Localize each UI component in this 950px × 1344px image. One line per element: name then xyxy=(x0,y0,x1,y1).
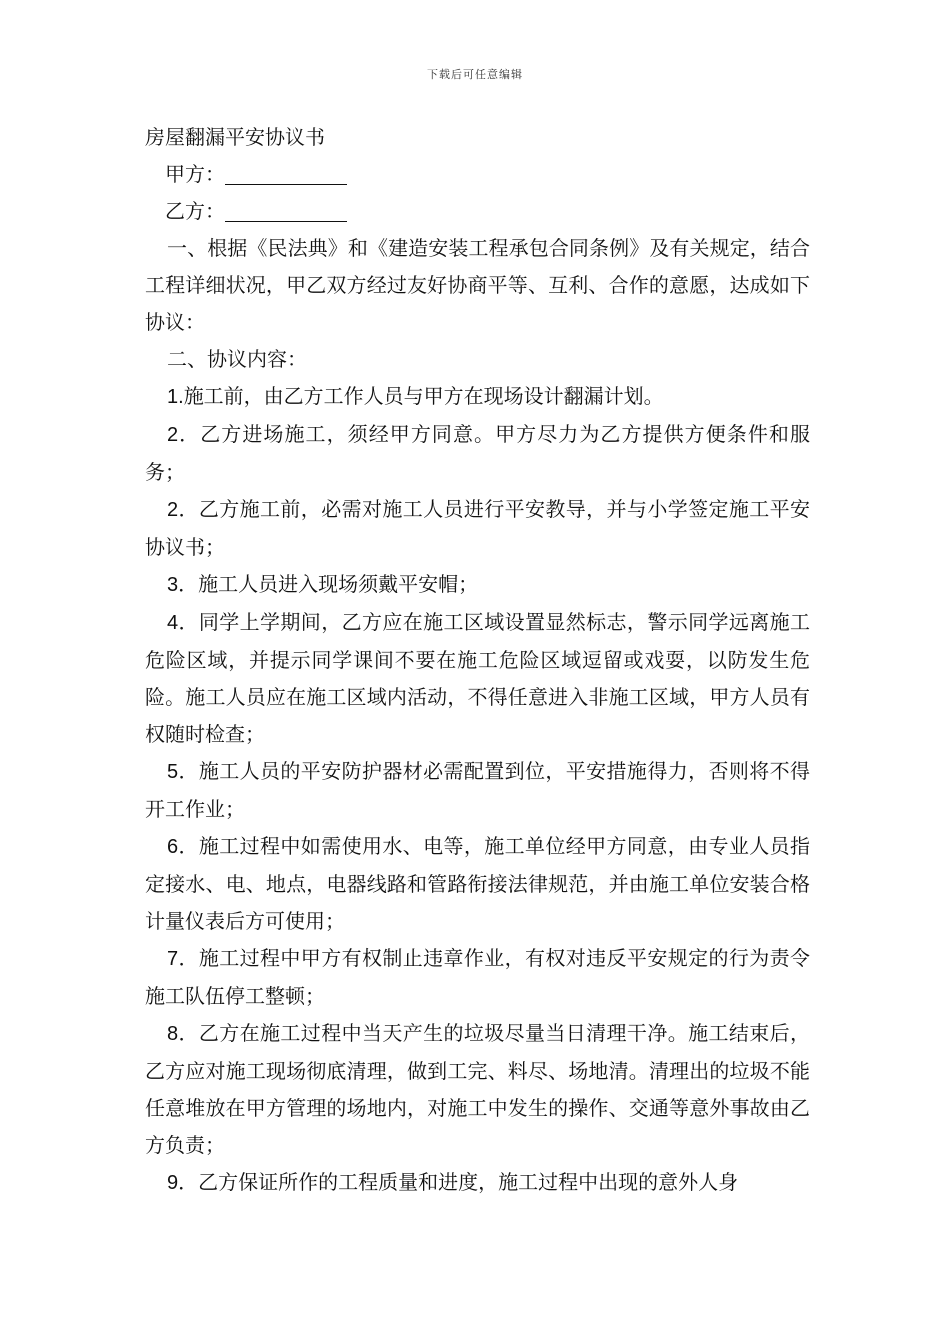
clause-text: 施工人员的平安防护器材必需配置到位，平安措施得力，否则将不得开工作业； xyxy=(145,759,810,821)
clause-number: 2． xyxy=(167,424,201,446)
clause-number: 5． xyxy=(167,761,199,783)
section-one-paragraph: 一、根据《民法典》和《建造安装工程承包合同条例》及有关规定，结合工程详细状况，甲乙双方经过友好协商平等、互利、合作的意愿，达成如下协议： xyxy=(145,236,810,334)
clause-item xyxy=(145,566,810,604)
clause-text: 施工前，由乙方工作人员与甲方在现场设计翻漏计划。 xyxy=(183,384,664,408)
clause-text: 施工过程中甲方有权制止违章作业，有权对违反平安规定的行为责令施工队伍停工整顿； xyxy=(145,946,810,1008)
party-a-blank xyxy=(225,160,347,185)
clause-text: 施工过程中如需使用水、电等，施工单位经甲方同意，由专业人员指定接水、电、地点，电器线路和管路衔接法律规范，并由施工单位安装合格计量仪表后方可使用； xyxy=(145,834,810,933)
section-two-heading: 二、协议内容： xyxy=(167,347,307,371)
page-header: 下载后可任意编辑 xyxy=(427,68,523,81)
clause-number: 6． xyxy=(167,836,199,858)
clause-text: 乙方在施工过程中当天产生的垃圾尽量当日清理干净。施工结束后，乙方应对施工现场彻底清理，做到工完、料尽、场地清。清理出的垃圾不能任意堆放在甲方管理的场地内，对施工中发生的操作、交通等意外事故由乙方负责； xyxy=(145,1021,810,1157)
clause-text: 同学上学期间，乙方应在施工区域设置显然标志，警示同学远离施工危险区域，并提示同学课间不要在施工危险区域逗留或戏耍，以防发生危险。施工人员应在施工区域内活动，不得任意进入非施工区域，甲方人员有权随时检查； xyxy=(145,610,810,746)
clause-number: 2． xyxy=(167,499,199,521)
clause-number: 1. xyxy=(167,386,184,408)
clause-item xyxy=(145,416,810,491)
clause-text: 乙方保证所作的工程质量和进度，施工过程中出现的意外人身 xyxy=(198,1170,739,1194)
clause-item xyxy=(145,940,810,1015)
party-a-label: 甲方： xyxy=(165,162,225,186)
document-title: 房屋翻漏平安协议书 xyxy=(145,125,325,149)
document-body xyxy=(145,119,810,1202)
clause-text: 乙方施工前，必需对施工人员进行平安教导，并与小学签定施工平安协议书； xyxy=(145,497,810,559)
clause-item xyxy=(145,828,810,940)
clause-item xyxy=(145,1164,810,1202)
clause-item xyxy=(145,491,810,566)
clause-number: 7． xyxy=(167,948,199,970)
clause-item xyxy=(145,378,810,416)
clause-item xyxy=(145,753,810,828)
clause-number: 8． xyxy=(167,1023,199,1045)
party-b-blank xyxy=(225,197,347,222)
clause-number: 4． xyxy=(167,612,199,634)
party-b-line xyxy=(145,193,810,230)
clause-number: 3． xyxy=(167,574,199,596)
clause-item xyxy=(145,1015,810,1164)
clause-number: 9． xyxy=(167,1172,199,1194)
clause-item xyxy=(145,604,810,753)
party-b-label: 乙方： xyxy=(165,199,225,223)
clause-text: 乙方进场施工，须经甲方同意。甲方尽力为乙方提供方便条件和服务； xyxy=(145,422,810,484)
party-a-line xyxy=(145,156,810,193)
clause-text: 施工人员进入现场须戴平安帽； xyxy=(198,572,479,596)
